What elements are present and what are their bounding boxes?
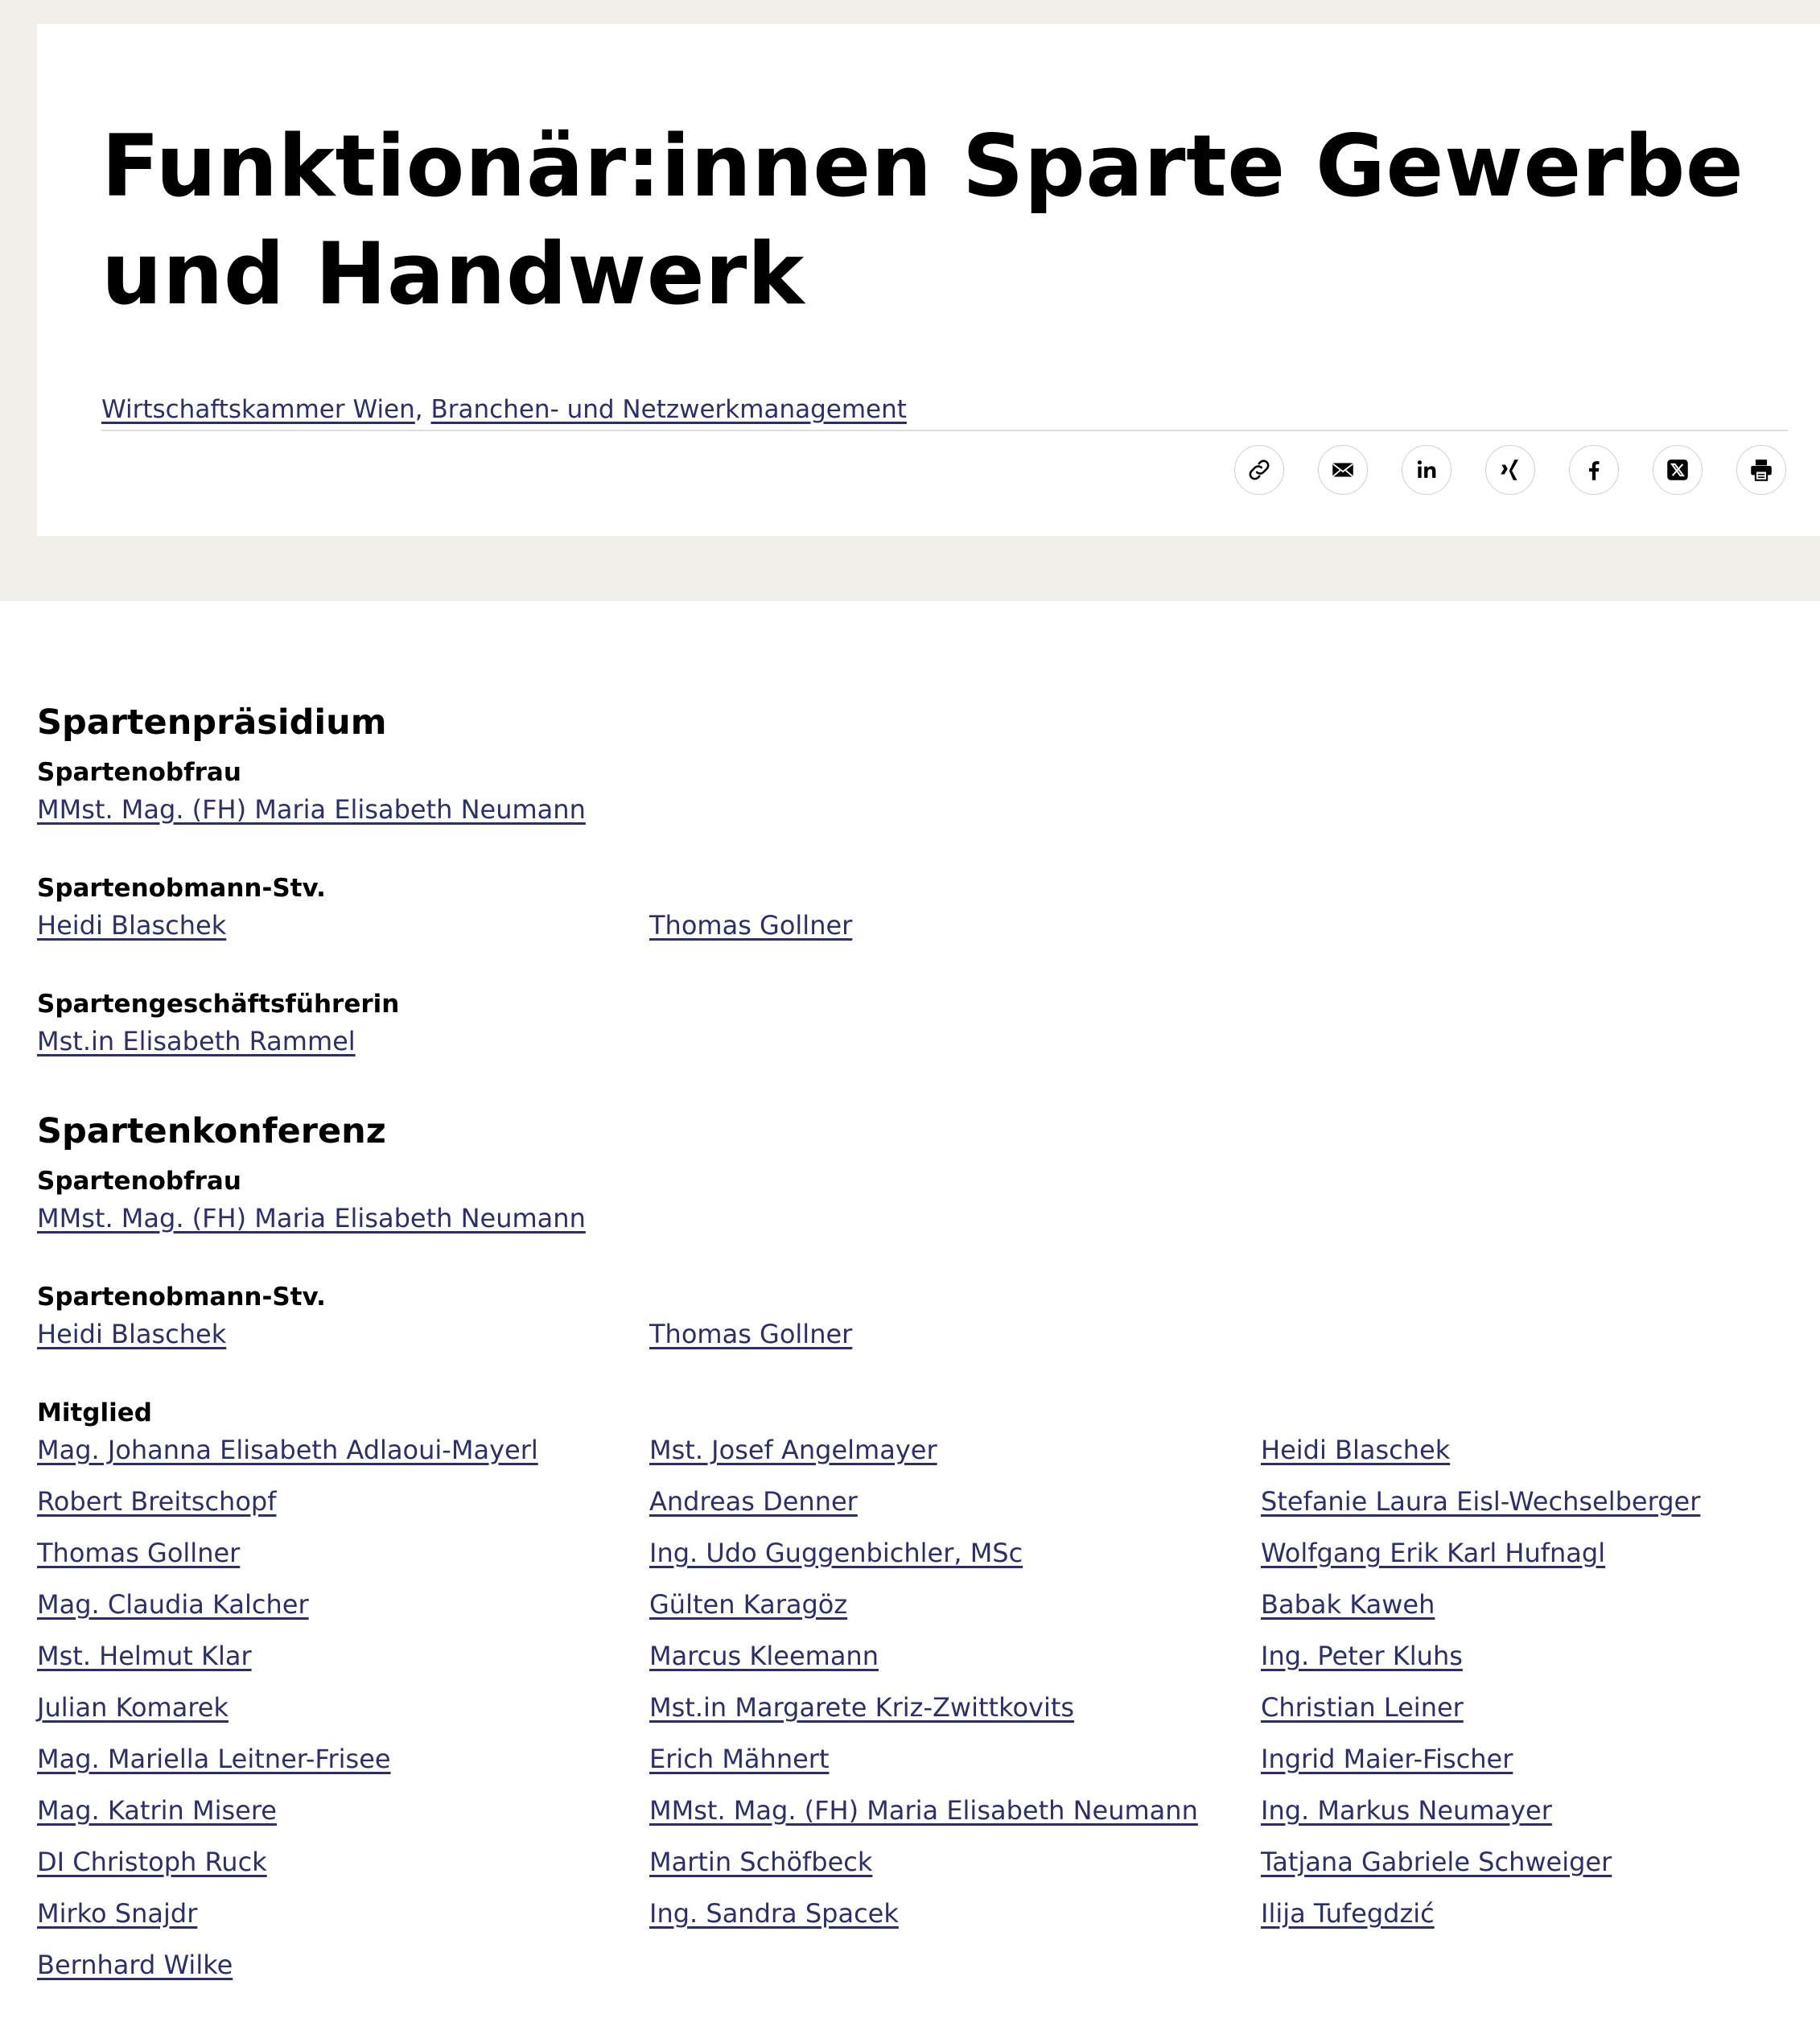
section-title-spartenkonferenz: Spartenkonferenz <box>37 1111 386 1151</box>
share-mail-button[interactable] <box>1318 445 1368 495</box>
member-link[interactable]: Ing. Markus Neumayer <box>1261 1795 1552 1826</box>
xing-icon <box>1497 456 1524 484</box>
member-link[interactable]: Mst.in Margarete Kriz-Zwittkovits <box>649 1692 1075 1723</box>
breadcrumb-link-wko-wien[interactable]: Wirtschaftskammer Wien <box>101 395 415 424</box>
breadcrumb <box>101 390 907 429</box>
section-title-spartenpraesidium: Spartenpräsidium <box>37 702 387 743</box>
member-link[interactable]: Andreas Denner <box>649 1486 858 1517</box>
header-banner <box>0 0 1820 601</box>
header-card <box>37 24 1820 536</box>
role-label-spartenobmann-stv: Spartenobmann-Stv. <box>37 874 326 903</box>
breadcrumb-separator: , <box>414 395 431 424</box>
member-link[interactable]: Tatjana Gabriele Schweiger <box>1261 1847 1612 1877</box>
member-link[interactable]: Mag. Johanna Elisabeth Adlaoui-Mayerl <box>37 1435 538 1465</box>
member-link[interactable]: Stefanie Laura Eisl-Wechselberger <box>1261 1486 1701 1517</box>
member-link[interactable]: Ing. Sandra Spacek <box>649 1898 899 1929</box>
x-icon <box>1664 456 1691 484</box>
share-x-button[interactable] <box>1653 445 1703 495</box>
facebook-icon <box>1580 456 1608 484</box>
member-link[interactable]: Mag. Claudia Kalcher <box>37 1589 309 1620</box>
member-link[interactable]: Heidi Blaschek <box>1261 1435 1451 1465</box>
share-xing-button[interactable] <box>1485 445 1535 495</box>
member-link[interactable]: Marcus Kleemann <box>649 1641 879 1671</box>
role-label-spartenobfrau: Spartenobfrau <box>37 1167 241 1196</box>
share-facebook-button[interactable] <box>1569 445 1619 495</box>
person-link[interactable]: Heidi Blaschek <box>37 1319 227 1349</box>
link-icon <box>1246 456 1273 484</box>
member-link[interactable]: Mst. Josef Angelmayer <box>649 1435 937 1465</box>
member-link[interactable]: Bernhard Wilke <box>37 1950 233 1980</box>
role-label-spartenobmann-stv: Spartenobmann-Stv. <box>37 1283 326 1312</box>
member-link[interactable]: Erich Mähnert <box>649 1744 830 1774</box>
header-divider <box>101 430 1788 431</box>
member-link[interactable]: Ilija Tufegdzić <box>1261 1898 1435 1929</box>
person-link[interactable]: MMst. Mag. (FH) Maria Elisabeth Neumann <box>37 1203 586 1233</box>
share-linkedin-button[interactable] <box>1402 445 1451 495</box>
member-link[interactable]: Martin Schöfbeck <box>649 1847 873 1877</box>
role-label-mitglied: Mitglied <box>37 1398 152 1427</box>
mail-icon <box>1329 456 1357 484</box>
print-icon <box>1748 456 1775 484</box>
share-copy-link-button[interactable] <box>1234 445 1284 495</box>
member-link[interactable]: Wolfgang Erik Karl Hufnagl <box>1261 1538 1606 1568</box>
member-link[interactable]: Thomas Gollner <box>37 1538 241 1568</box>
member-link[interactable]: Babak Kaweh <box>1261 1589 1435 1620</box>
member-link[interactable]: DI Christoph Ruck <box>37 1847 267 1877</box>
breadcrumb-link-branchen[interactable]: Branchen- und Netzwerkmanagement <box>430 395 907 424</box>
member-link[interactable]: Ingrid Maier-Fischer <box>1261 1744 1513 1774</box>
member-link[interactable]: Gülten Karagöz <box>649 1589 848 1620</box>
role-label-spartenobfrau: Spartenobfrau <box>37 758 241 787</box>
share-print-button[interactable] <box>1736 445 1786 495</box>
linkedin-icon <box>1413 456 1440 484</box>
member-link[interactable]: Mag. Katrin Misere <box>37 1795 277 1826</box>
person-link[interactable]: Thomas Gollner <box>649 1319 853 1349</box>
member-link[interactable]: Christian Leiner <box>1261 1692 1464 1723</box>
role-label-spartengeschaeftsfuehrerin: Spartengeschäftsführerin <box>37 990 400 1019</box>
member-link[interactable]: Julian Komarek <box>37 1692 229 1723</box>
person-link[interactable]: MMst. Mag. (FH) Maria Elisabeth Neumann <box>37 794 586 825</box>
member-link[interactable]: Mst. Helmut Klar <box>37 1641 252 1671</box>
member-link[interactable]: Ing. Peter Kluhs <box>1261 1641 1463 1671</box>
page-title: Funktionär:innen Sparte Gewerbe und Handwerk <box>101 117 1744 323</box>
member-link[interactable]: Mag. Mariella Leitner-Frisee <box>37 1744 391 1774</box>
member-link[interactable]: Mirko Snajdr <box>37 1898 198 1929</box>
member-link[interactable]: Robert Breitschopf <box>37 1486 277 1517</box>
member-link[interactable]: MMst. Mag. (FH) Maria Elisabeth Neumann <box>649 1795 1198 1826</box>
member-link[interactable]: Ing. Udo Guggenbichler, MSc <box>649 1538 1023 1568</box>
person-link[interactable]: Mst.in Elisabeth Rammel <box>37 1026 356 1056</box>
person-link[interactable]: Heidi Blaschek <box>37 910 227 941</box>
person-link[interactable]: Thomas Gollner <box>649 910 853 941</box>
